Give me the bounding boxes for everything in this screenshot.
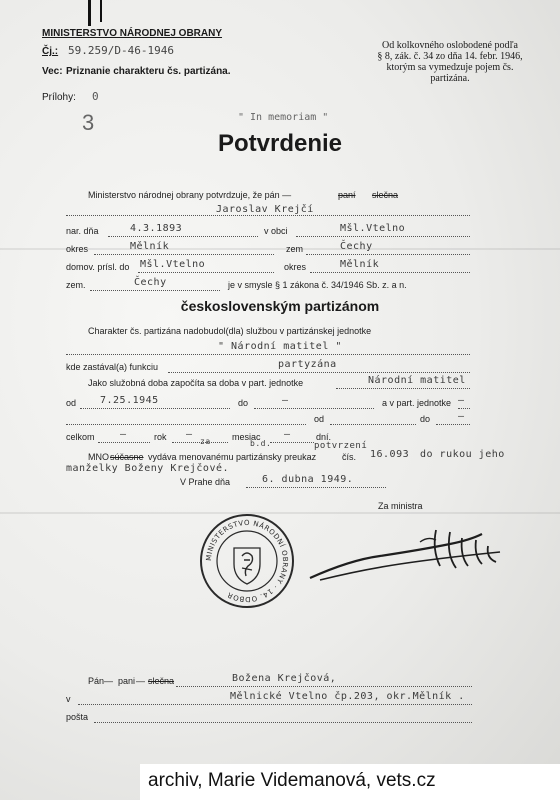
potvrzeni-note: potvrzení: [314, 441, 368, 451]
name-line: [66, 215, 470, 216]
exemption-line: § 8, zák. č. 34 zo dňa 14. febr. 1946,: [377, 51, 523, 62]
district-label: okres: [66, 244, 89, 254]
to2-label: do: [420, 414, 431, 424]
land-label: zem: [286, 244, 304, 254]
page-title: Potvrdenie: [217, 130, 343, 157]
zem-value: Čechy: [134, 277, 167, 288]
scan-mark: [88, 0, 91, 26]
years-line: [98, 442, 150, 443]
village: Mšl.Vtelno: [340, 223, 406, 234]
district: Mělník: [130, 241, 170, 252]
unit-line: [66, 354, 470, 355]
person-name: Jaroslav Krejčí: [216, 204, 314, 215]
card-line2: manželky Boženy Krejčové.: [66, 463, 230, 474]
mno-text: vydáva menovanému partizánsky preukaz: [148, 452, 317, 462]
posta-label: pošta: [66, 712, 89, 722]
other-unit-dash: —: [458, 395, 465, 406]
zem-label: zem.: [66, 280, 86, 290]
official-seal-icon: [198, 512, 296, 610]
total-label: celkom: [66, 432, 95, 442]
total-years-dash: —: [120, 429, 127, 440]
days-label: dní.: [316, 432, 332, 442]
law-text: je v smysle § 1 zákona č. 34/1946 Sb. z. a n.: [228, 280, 407, 290]
exemption-line: partizána.: [430, 73, 470, 84]
v-label: v: [66, 694, 71, 704]
to-line: [254, 408, 374, 409]
born-line: [108, 236, 258, 237]
unit-name: " Národní matitel ": [218, 341, 342, 352]
pan-label: Pán: [88, 676, 105, 686]
born-label: nar. dňa: [66, 226, 99, 236]
born-date: 4.3.1893: [130, 223, 183, 234]
posta-line: [94, 722, 472, 723]
ref-number: 59.259/D-46-1946: [68, 44, 174, 57]
function-value: partyzána: [278, 359, 337, 370]
mno-prefix: MNO: [88, 452, 109, 462]
from-line: [80, 408, 230, 409]
service-unit: Národní matitel: [368, 375, 466, 386]
credit-box: [140, 764, 560, 800]
home-label: domov. prísl. do: [66, 262, 130, 272]
subject-text: Priznanie charakteru čs. partizána.: [66, 66, 231, 77]
from2-line: [330, 424, 416, 425]
date-line: [246, 487, 386, 488]
exemption-line: ktorým sa vymedzuje pojem čs.: [386, 62, 514, 73]
status-heading: československým partizánom: [180, 298, 380, 314]
exemption-note: [350, 40, 550, 84]
village-line: [296, 236, 470, 237]
signature-icon: [300, 520, 510, 590]
exemption-line: Od kolkovného oslobodené podľa: [382, 40, 518, 51]
confirm-text: Ministerstvo národnej obrany potvrdzuje, že pán —: [88, 190, 292, 200]
pani-option: paní: [338, 190, 356, 200]
card-number: 16.093: [370, 449, 410, 460]
land: Čechy: [340, 241, 373, 252]
place-date-label: V Prahe dňa: [180, 477, 231, 487]
home-district-label: okres: [284, 262, 307, 272]
attachments-value: 0: [92, 90, 99, 103]
to2-dash: —: [458, 411, 465, 422]
street-line: [78, 704, 472, 705]
for-minister: Za ministra: [378, 501, 423, 511]
card-label: čís.: [342, 452, 357, 462]
from2-label: od: [314, 414, 325, 424]
ministry-header: MINISTERSTVO NÁRODNEJ OBRANY: [42, 28, 223, 39]
months-line: [172, 442, 228, 443]
seal-ring-text: MINISTERSTVO NÁRODNÍ OBRANY · 14. ODBOR: [204, 518, 290, 604]
years-label: rok: [154, 432, 167, 442]
function-label: kde zastával(a) funkciu: [66, 362, 159, 372]
street: Mělnické Vtelno čp.203, okr.Mělník .: [230, 691, 465, 702]
mno-sucasne: súčasne: [110, 452, 144, 462]
zem-line: [90, 290, 220, 291]
recipient-line: [176, 686, 472, 687]
days-line: [270, 442, 314, 443]
slecna-option: slečna: [372, 190, 399, 200]
to2-line: [436, 424, 470, 425]
to-dash: —: [282, 395, 289, 406]
village-label: v obci: [264, 226, 288, 236]
recipient-name: Božena Krejčová,: [232, 673, 337, 684]
to-label: do: [238, 398, 249, 408]
subject-label: Vec:: [42, 66, 63, 77]
function-line: [168, 372, 470, 373]
months-dash: —: [186, 429, 193, 440]
other-unit-label: a v part. jednotke: [382, 398, 452, 408]
pani-label: pani: [118, 676, 136, 686]
district-line: [94, 254, 274, 255]
attachments-label: Prílohy:: [42, 92, 76, 103]
home-line: [138, 272, 274, 273]
service-unit-line: [336, 388, 470, 389]
card-tail: do rukou jeho: [420, 449, 505, 460]
land-line: [306, 254, 470, 255]
home: Mšl.Vtelno: [140, 259, 206, 270]
home-district: Mělník: [340, 259, 380, 270]
place-date: 6. dubna 1949.: [262, 474, 354, 485]
scan-mark: [100, 0, 102, 22]
memoriam-stamp: " In memoriam ": [238, 112, 329, 123]
side-mark: 3: [82, 110, 95, 135]
other-unit-line: [458, 408, 470, 409]
service-text: Jako služobná doba započíta sa doba v part. jednotke: [88, 378, 304, 388]
document-page: MINISTERSTVO NÁRODNEJ OBRANY Čj.: 59.259/D-46-1946 Vec: Priznanie charakteru čs. partizána. Prílohy: 0 3 Od kolkovného oslobodené podľa § 8, zák. č. 34 zo dňa 14. febr. 1946, ktorým sa vymedzuje pojem čs. partizána. " In memoriam " Potvrdenie Ministerstvo národnej obrany potvrdzuje, že pán — paní slečna Jaroslav Krejčí nar. dňa 4.3.1893 v obci Mšl.Vtelno okres Mělník zem Čechy domov. prísl. do Mšl.Vtelno okres Mělník zem. Čechy je v smysle § 1 zákona č. 34/1946 Sb. z. a n. československým partizánom Charakter čs. partizána nadobudol(dla) službou v partizánskej jednotke " Národní matitel " kde zastával(a) funkciu partyzána Jako služobná doba započíta sa doba v part. jednotke Národní matitel od 7.25.1945 do — a v part. jednotke — od do — celkom — rok za — mesiac b.d. — dní. potvrzení MNO súčasne vydáva menovanému partizánsky preukaz čís. 16.093 do rukou jeho manželky Boženy Krejčové. V Prahe dňa 6. dubna 1949. Za ministra MINISTERSTVO NÁRODNÍ OBRANY · 14. ODBOR Pán — pani — slečna Božena Krejčová, v Mělnické Vtelno čp.203, okr.Mělník . pošta archiv, Marie Videmanová, vets.cz: [0, 0, 560, 800]
months-typed: b.d.: [250, 439, 272, 448]
slecna-label: slečna: [148, 676, 175, 686]
months-label: mesiac: [232, 432, 261, 442]
from-date: 7.25.1945: [100, 395, 159, 406]
days-dash: —: [284, 429, 291, 440]
second-period-line: [66, 424, 306, 425]
character-text: Charakter čs. partizána nadobudol(dla) službou v partizánskej jednotke: [88, 326, 372, 336]
years-suffix: za: [200, 437, 211, 446]
archive-credit: archiv, Marie Videmanová, vets.cz: [148, 770, 436, 791]
from-label: od: [66, 398, 77, 408]
ref-label: Čj.:: [42, 46, 59, 57]
home-district-line: [310, 272, 470, 273]
